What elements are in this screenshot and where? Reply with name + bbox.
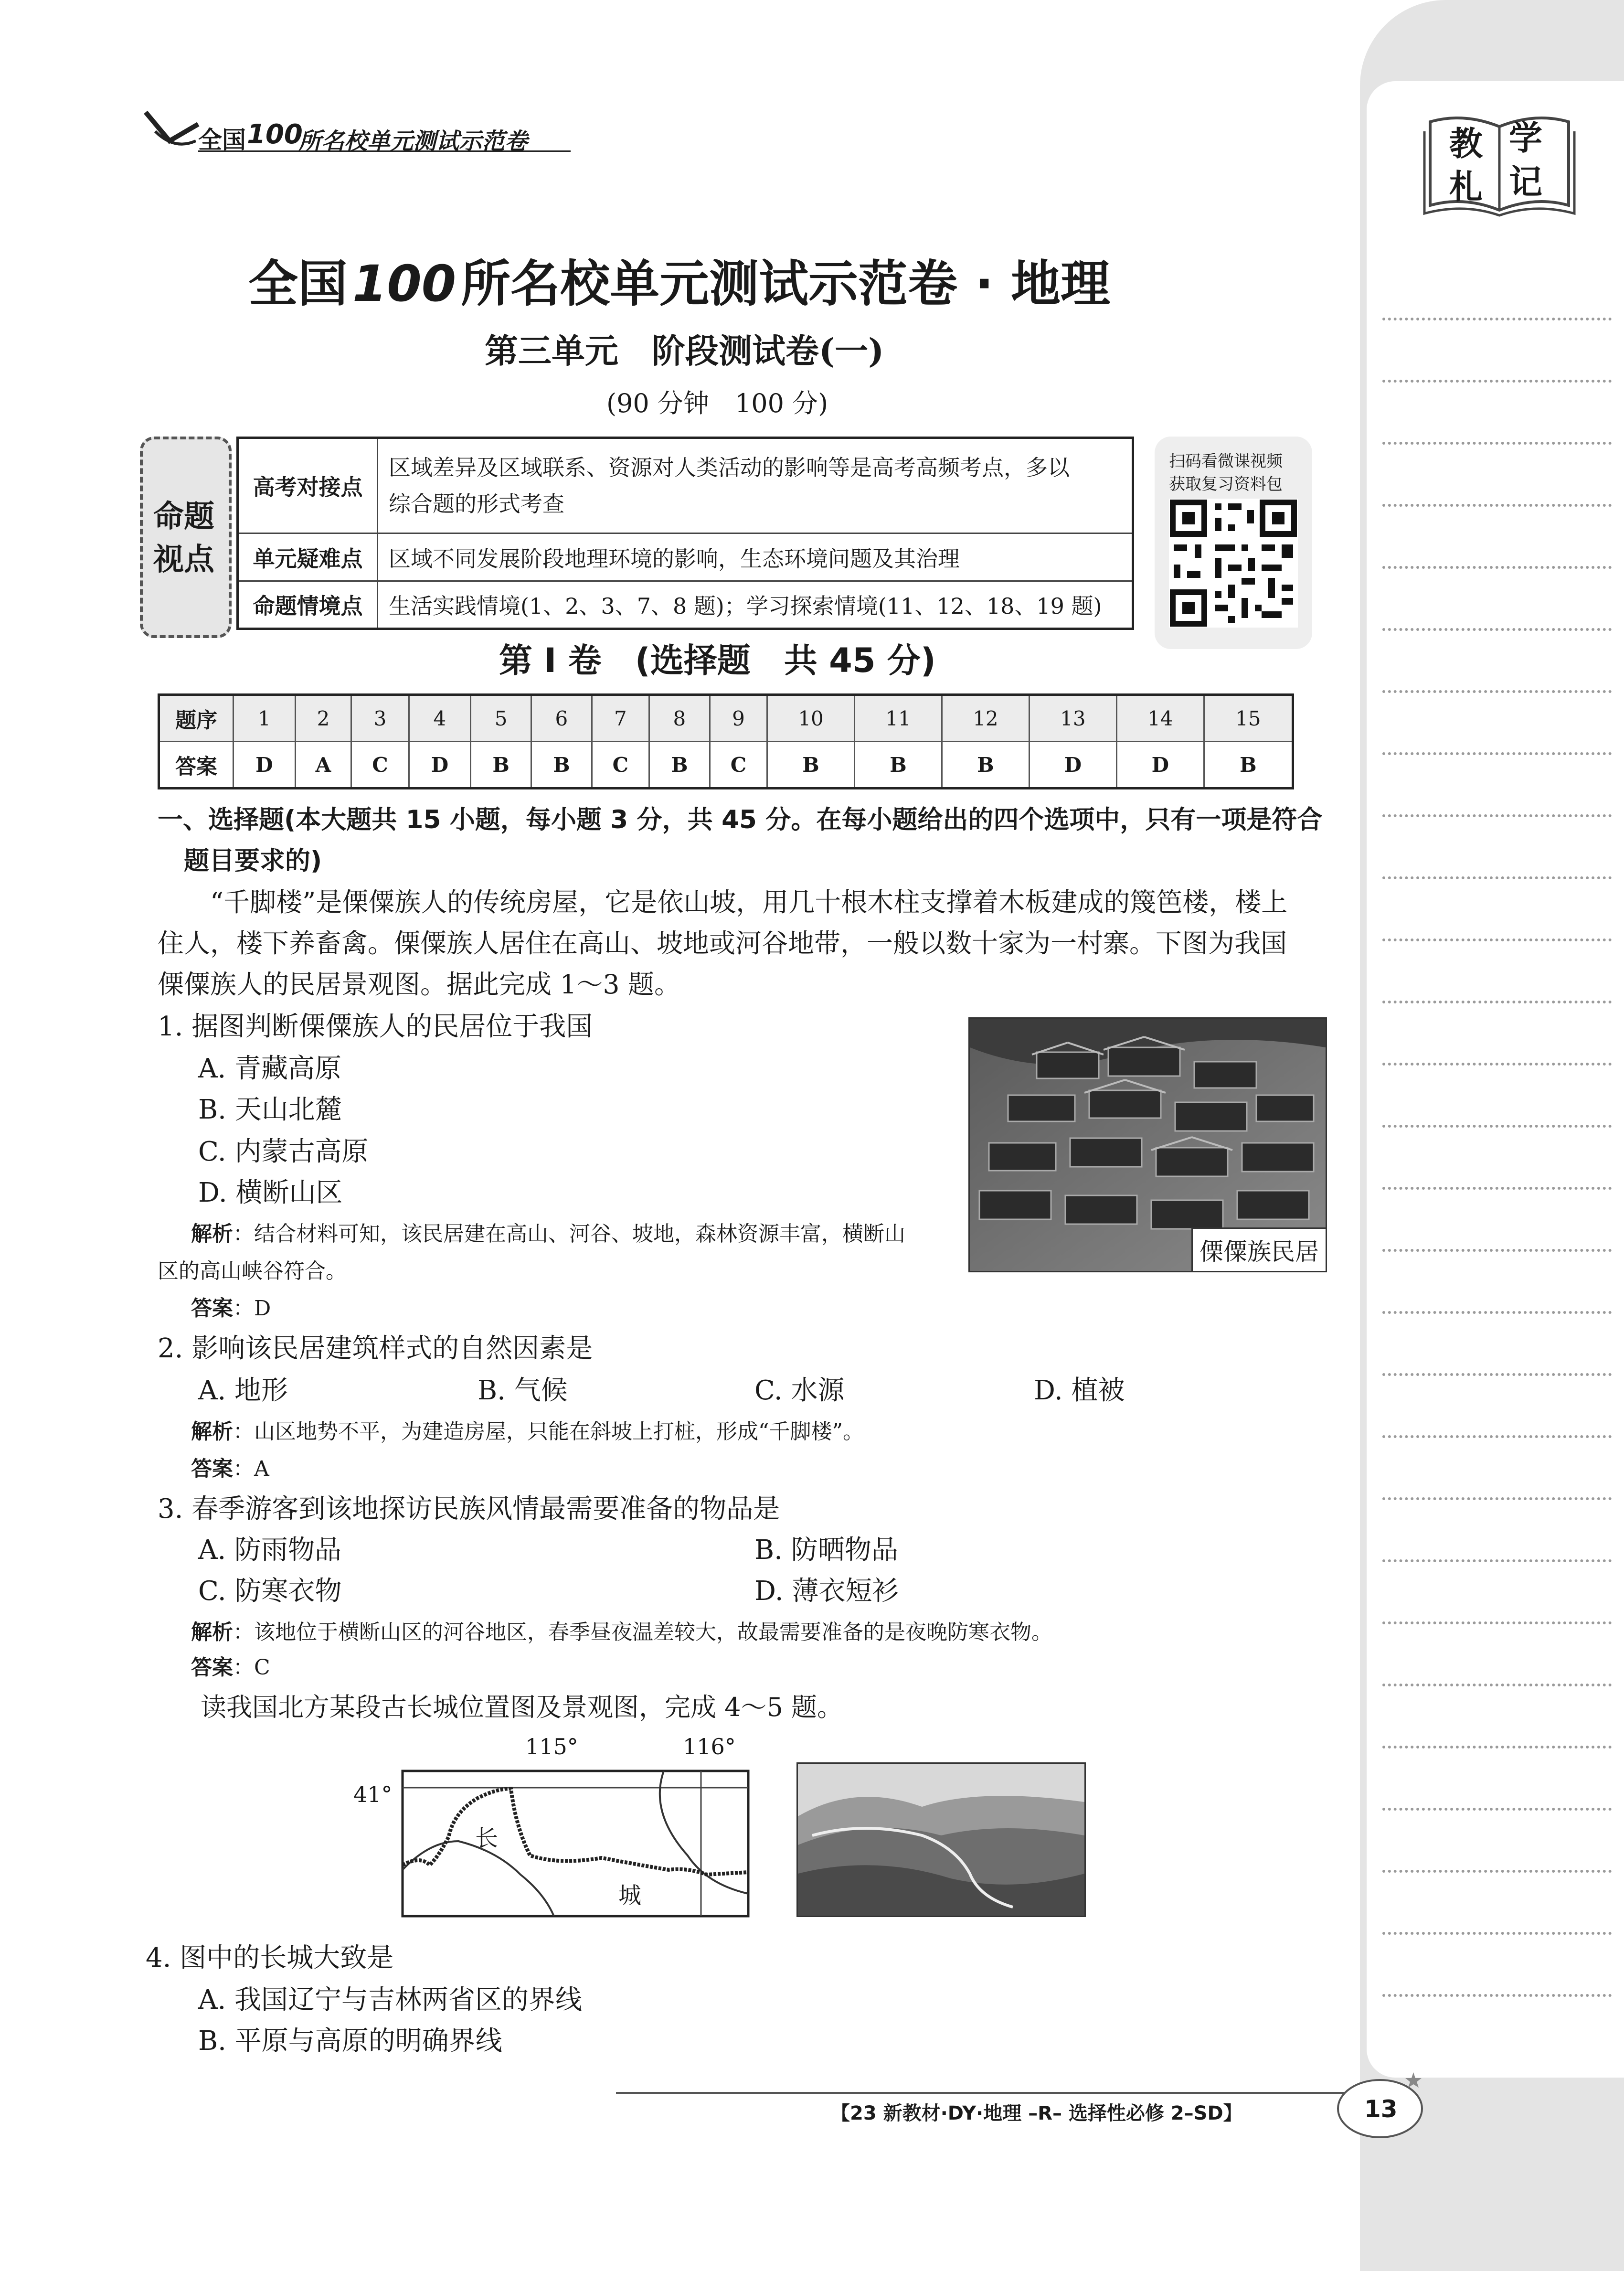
proposition-key: 命题情境点 <box>238 581 378 629</box>
answer-text: ：A <box>233 1457 269 1481</box>
q3-analysis <box>191 1622 1052 1643</box>
answer-text: ：C <box>233 1655 270 1680</box>
brand-header <box>141 103 571 155</box>
table-row <box>238 581 1133 629</box>
table-row <box>238 438 1133 533</box>
brand-prefix: 全国 <box>198 126 246 154</box>
answer-table <box>158 693 1294 789</box>
village-photo <box>968 1017 1327 1272</box>
answer-cell: B <box>649 742 710 789</box>
q2-option-d[interactable]: D. 植被 <box>1034 1375 1125 1406</box>
question-4-stem: 4. 图中的长城大致是 <box>146 1942 394 1973</box>
qr-caption-line2: 获取复习资料包 <box>1169 475 1283 494</box>
answer-cell: B <box>1204 742 1293 789</box>
q2-option-a[interactable]: A. 地形 <box>198 1375 288 1406</box>
proposition-label-line1: 命题 <box>153 499 214 534</box>
q2-analysis <box>191 1421 864 1442</box>
note-line <box>1382 1994 1612 1997</box>
q1-answer <box>191 1298 271 1319</box>
notes-badge <box>1421 107 1578 217</box>
q4-option-a[interactable]: A. 我国辽宁与吉林两省区的界线 <box>198 1984 583 2015</box>
question-number-cell: 2 <box>295 695 351 742</box>
question-3-stem: 3. 春季游客到该地探访民族风情最需要准备的物品是 <box>158 1493 780 1525</box>
question-number-cell: 11 <box>855 695 942 742</box>
q1-option-a[interactable]: A. 青藏高原 <box>198 1053 342 1084</box>
question-number-cell: 14 <box>1116 695 1204 742</box>
question-number-cell: 1 <box>234 695 296 742</box>
note-line <box>1382 442 1612 445</box>
q1-analysis-cont: 区的高山峡谷符合。 <box>158 1259 347 1283</box>
map-lon-115: 115° <box>525 1734 578 1759</box>
badge-char-2: 学 <box>1509 118 1542 158</box>
great-wall-photo <box>796 1762 1086 1917</box>
answer-cell: C <box>351 742 409 789</box>
table-row <box>159 695 1293 742</box>
answer-cell: B <box>855 742 942 789</box>
answer-cell: D <box>234 742 296 789</box>
analysis-label: 解析 <box>191 1419 233 1444</box>
table-row <box>238 533 1133 581</box>
answer-label: 答案 <box>191 1655 233 1680</box>
note-line <box>1382 1559 1612 1562</box>
question-number-cell: 4 <box>409 695 471 742</box>
badge-char-1: 教 <box>1449 124 1483 163</box>
question-2-stem: 2. 影响该民居建筑样式的自然因素是 <box>158 1333 593 1364</box>
brand-underline <box>198 150 571 152</box>
intro-paragraph: “千脚楼”是傈僳族人的传统房屋，它是依山坡，用几十根木柱支撑着木板建成的篾笆楼，楼上 <box>210 887 1288 917</box>
brand-series: 所名校单元测试示范卷 <box>298 128 528 155</box>
answer-cell: C <box>710 742 767 789</box>
answer-table-header: 答案 <box>159 742 234 789</box>
question-number-cell: 6 <box>531 695 592 742</box>
note-line <box>1382 1373 1612 1376</box>
mountain-landscape-image <box>798 1764 1084 1916</box>
proposition-value: 区域不同发展阶段地理环境的影响，生态环境问题及其治理 <box>378 533 1133 581</box>
answer-cell: A <box>295 742 351 789</box>
answer-cell: D <box>1116 742 1204 789</box>
note-line <box>1382 628 1612 631</box>
intro-paragraph-2: 读我国北方某段古长城位置图及景观图，完成 4～5 题。 <box>201 1692 843 1722</box>
q1-option-b[interactable]: B. 天山北麓 <box>198 1094 342 1125</box>
question-1-stem: 1. 据图判断傈僳族人的民居位于我国 <box>158 1011 593 1042</box>
q3-option-d[interactable]: D. 薄衣短衫 <box>754 1576 899 1607</box>
proposition-key: 高考对接点 <box>238 438 378 533</box>
note-line <box>1382 752 1612 755</box>
question-number-cell: 7 <box>592 695 649 742</box>
question-number-cell: 10 <box>767 695 855 742</box>
analysis-text: ：结合材料可知，该民居建在高山、河谷、坡地，森林资源丰富，横断山 <box>233 1222 905 1246</box>
proposition-value <box>378 438 1133 533</box>
note-line <box>1382 1249 1612 1252</box>
answer-label: 答案 <box>191 1296 233 1321</box>
analysis-label: 解析 <box>191 1222 233 1246</box>
q2-option-b[interactable]: B. 气候 <box>478 1375 568 1406</box>
proposition-label <box>140 437 232 638</box>
intro-paragraph: 住人，楼下养畜禽。傈僳族人居住在高山、坡地或河谷地带，一般以数十家为一村寨。下图为我国 <box>158 928 1287 959</box>
answer-cell: C <box>592 742 649 789</box>
q2-option-c[interactable]: C. 水源 <box>754 1375 845 1406</box>
note-line <box>1382 1125 1612 1128</box>
question-number-cell: 3 <box>351 695 409 742</box>
q2-answer <box>191 1459 269 1480</box>
note-line <box>1382 504 1612 507</box>
badge-char-4: 记 <box>1509 162 1542 202</box>
question-number-cell: 8 <box>649 695 710 742</box>
q3-answer <box>191 1657 270 1678</box>
note-line <box>1382 318 1612 320</box>
title-pre: 全国 <box>248 255 348 313</box>
q1-analysis <box>191 1224 905 1245</box>
question-number-cell: 5 <box>471 695 531 742</box>
intro-paragraph: 傈僳族人的民居景观图。据此完成 1～3 题。 <box>158 969 680 1000</box>
note-line <box>1382 1621 1612 1624</box>
answer-cell: B <box>471 742 531 789</box>
q1-option-d[interactable]: D. 横断山区 <box>198 1177 343 1208</box>
note-line <box>1382 1001 1612 1003</box>
analysis-label: 解析 <box>191 1620 233 1644</box>
note-line <box>1382 1808 1612 1811</box>
answer-table-header: 题序 <box>159 695 234 742</box>
unit-subtitle: 第三单元 阶段测试卷(一) <box>485 331 884 371</box>
q3-option-a[interactable]: A. 防雨物品 <box>198 1535 342 1566</box>
proposition-label-line2: 视点 <box>153 542 214 577</box>
footer-code: 【23 新教材·DY·地理 –R– 选择性必修 2–SD】 <box>831 2102 1242 2124</box>
note-line <box>1382 690 1612 693</box>
proposition-key: 单元疑难点 <box>238 533 378 581</box>
note-line <box>1382 1932 1612 1935</box>
badge-char-3: 札 <box>1449 167 1483 206</box>
map-label-chang: 长 <box>475 1825 499 1852</box>
title-post: 所名校单元测试示范卷 · 地理 <box>461 255 1111 313</box>
note-line <box>1382 1870 1612 1873</box>
answer-label: 答案 <box>191 1457 233 1481</box>
page-number-badge <box>1335 2070 1425 2142</box>
analysis-text: ：山区地势不平，为建造房屋，只能在斜坡上打桩，形成“千脚楼”。 <box>233 1419 864 1444</box>
answer-cell: D <box>409 742 471 789</box>
answer-cell: D <box>1029 742 1116 789</box>
note-line <box>1382 1497 1612 1500</box>
note-line <box>1382 876 1612 879</box>
brand-logo-icon <box>141 103 203 155</box>
proposition-value-line: 区域差异及区域联系、资源对人类活动的影响等是高考高频考点，多以 <box>389 455 1070 480</box>
qr-code-icon[interactable] <box>1169 499 1298 628</box>
answer-text: ：D <box>233 1296 271 1321</box>
q1-option-c[interactable]: C. 内蒙古高原 <box>198 1136 369 1167</box>
q3-option-c[interactable]: C. 防寒衣物 <box>198 1576 342 1607</box>
title-number: 100 <box>352 255 456 313</box>
q4-option-b[interactable]: B. 平原与高原的明确界线 <box>198 2026 502 2057</box>
proposition-table <box>236 437 1134 630</box>
note-line <box>1382 566 1612 569</box>
note-line <box>1382 1063 1612 1066</box>
part-heading-cont: 题目要求的) <box>184 846 322 875</box>
qr-caption-line1: 扫码看微课视频 <box>1169 452 1283 471</box>
note-line <box>1382 814 1612 817</box>
answer-cell: B <box>942 742 1029 789</box>
question-number-cell: 12 <box>942 695 1029 742</box>
question-number-cell: 15 <box>1204 695 1293 742</box>
map-label-cheng: 城 <box>618 1882 642 1909</box>
note-line <box>1382 1746 1612 1749</box>
map-lon-116: 116° <box>683 1734 736 1759</box>
open-book-icon <box>1421 107 1578 217</box>
section-title: 第 Ⅰ 卷 (选择题 共 45 分) <box>499 641 936 680</box>
answer-cell: B <box>531 742 592 789</box>
map-lat-41: 41° <box>353 1781 393 1807</box>
note-line <box>1382 938 1612 941</box>
proposition-value-line: 综合题的形式考查 <box>389 491 564 517</box>
exam-duration: (90 分钟 100 分) <box>606 388 828 418</box>
proposition-value: 生活实践情境(1、2、3、7、8 题)；学习探索情境(11、12、18、19 题) <box>378 581 1133 629</box>
note-line <box>1382 1684 1612 1686</box>
note-line <box>1382 1435 1612 1438</box>
page-number: 13 <box>1364 2095 1398 2123</box>
q3-option-b[interactable]: B. 防晒物品 <box>754 1535 898 1566</box>
great-wall-location-map <box>353 1734 754 1925</box>
analysis-text: ：该地位于横断山区的河谷地区，春季昼夜温差较大，故最需要准备的是夜晚防寒衣物。 <box>233 1620 1052 1644</box>
photo-caption: 傈僳族民居 <box>1191 1227 1326 1271</box>
note-line <box>1382 1187 1612 1190</box>
note-line <box>1382 1311 1612 1314</box>
part-heading: 一、选择题(本大题共 15 小题，每小题 3 分，共 45 分。在每小题给出的四个选项中，只有一项是符合 <box>158 805 1323 834</box>
table-row <box>159 742 1293 789</box>
note-line <box>1382 380 1612 383</box>
footer-rule <box>616 2092 1404 2094</box>
brand-number: 100 <box>247 119 303 150</box>
question-number-cell: 9 <box>710 695 767 742</box>
qr-block[interactable] <box>1155 437 1312 649</box>
page-title <box>248 244 1251 313</box>
question-number-cell: 13 <box>1029 695 1116 742</box>
answer-cell: B <box>767 742 855 789</box>
map-frame <box>401 1770 750 1918</box>
